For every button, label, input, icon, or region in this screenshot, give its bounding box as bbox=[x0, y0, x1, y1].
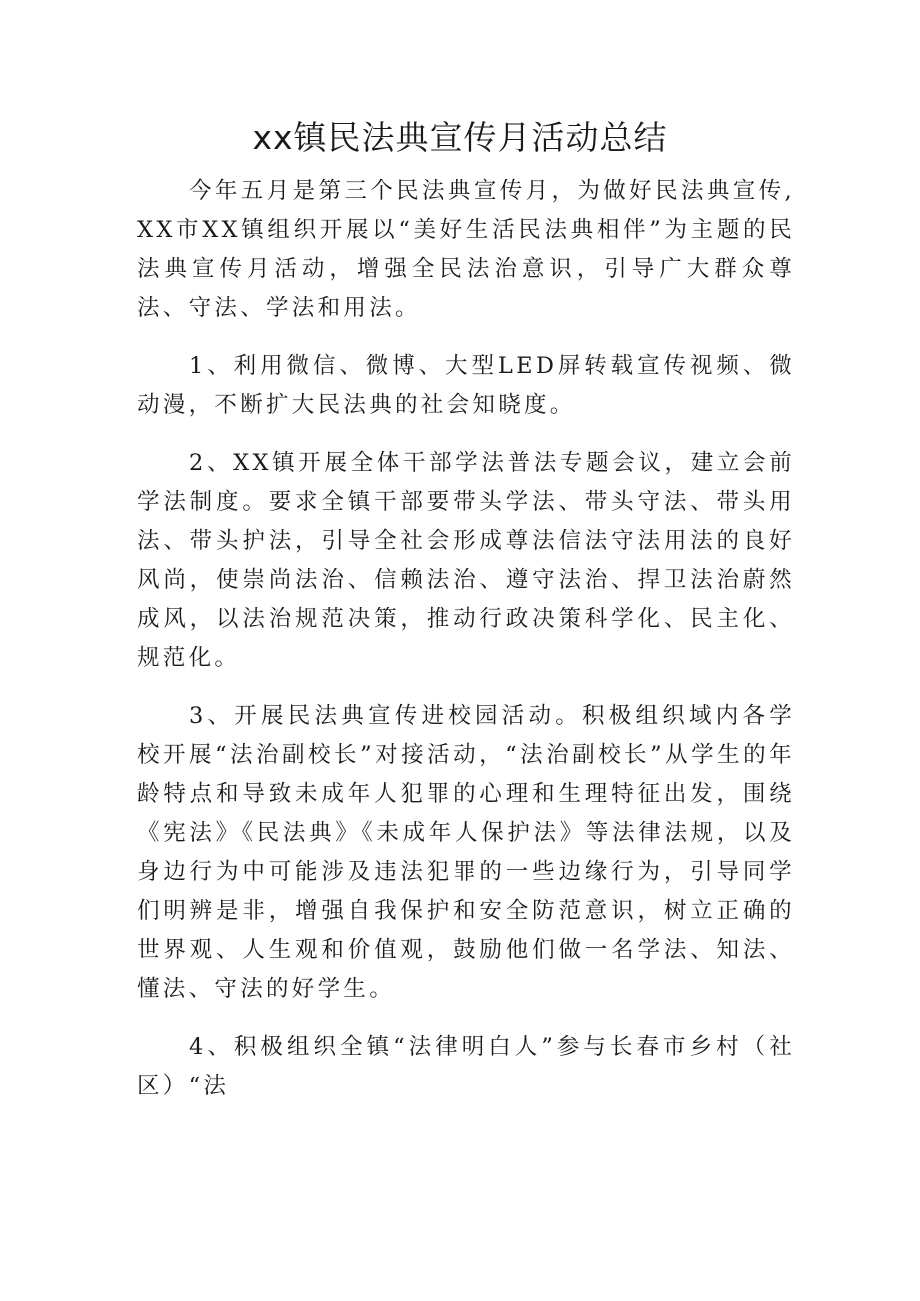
paragraph-item-4: 4、积极组织全镇“法律明白人”参与长春市乡村（社区）“法 bbox=[137, 1034, 795, 1099]
document-title: xx镇民法典宣传月活动总结 bbox=[252, 118, 668, 157]
paragraph-item-2: 2、XX镇开展全体干部学法普法专题会议，建立会前学法制度。要求全镇干部要带头学法、带头守法、带头用法、带头护法，引导全社会形成尊法信法守法用法的良好风尚，使崇尚法治、信赖法治、遵守法治、捍卫法治蔚然成风，以法治规范决策，推动行政决策科学化、民主化、规范化。 bbox=[137, 450, 795, 671]
document-body bbox=[137, 172, 795, 1106]
paragraph-item-1: 1、利用微信、微博、大型LED屏转载宣传视频、微动漫，不断扩大民法典的社会知晓度。 bbox=[137, 353, 795, 418]
paragraph-intro: 今年五月是第三个民法典宣传月，为做好民法典宣传,XX市XX镇组织开展以“美好生活民法典相伴”为主题的民法典宣传月活动，增强全民法治意识，引导广大群众尊法、守法、学法和用法。 bbox=[137, 178, 795, 321]
paragraph-item-3: 3、开展民法典宣传进校园活动。积极组织域内各学校开展“法治副校长”对接活动，“法治副校长”从学生的年龄特点和导致未成年人犯罪的心理和生理特征出发，围绕《宪法》《民法典》《未成年人保护法》等法律法规，以及身边行为中可能涉及违法犯罪的一些边缘行为，引导同学们明辨是非，增强自我保护和安全防范意识，树立正确的世界观、人生观和价值观，鼓励他们做一名学法、知法、懂法、守法的好学生。 bbox=[137, 703, 795, 1002]
